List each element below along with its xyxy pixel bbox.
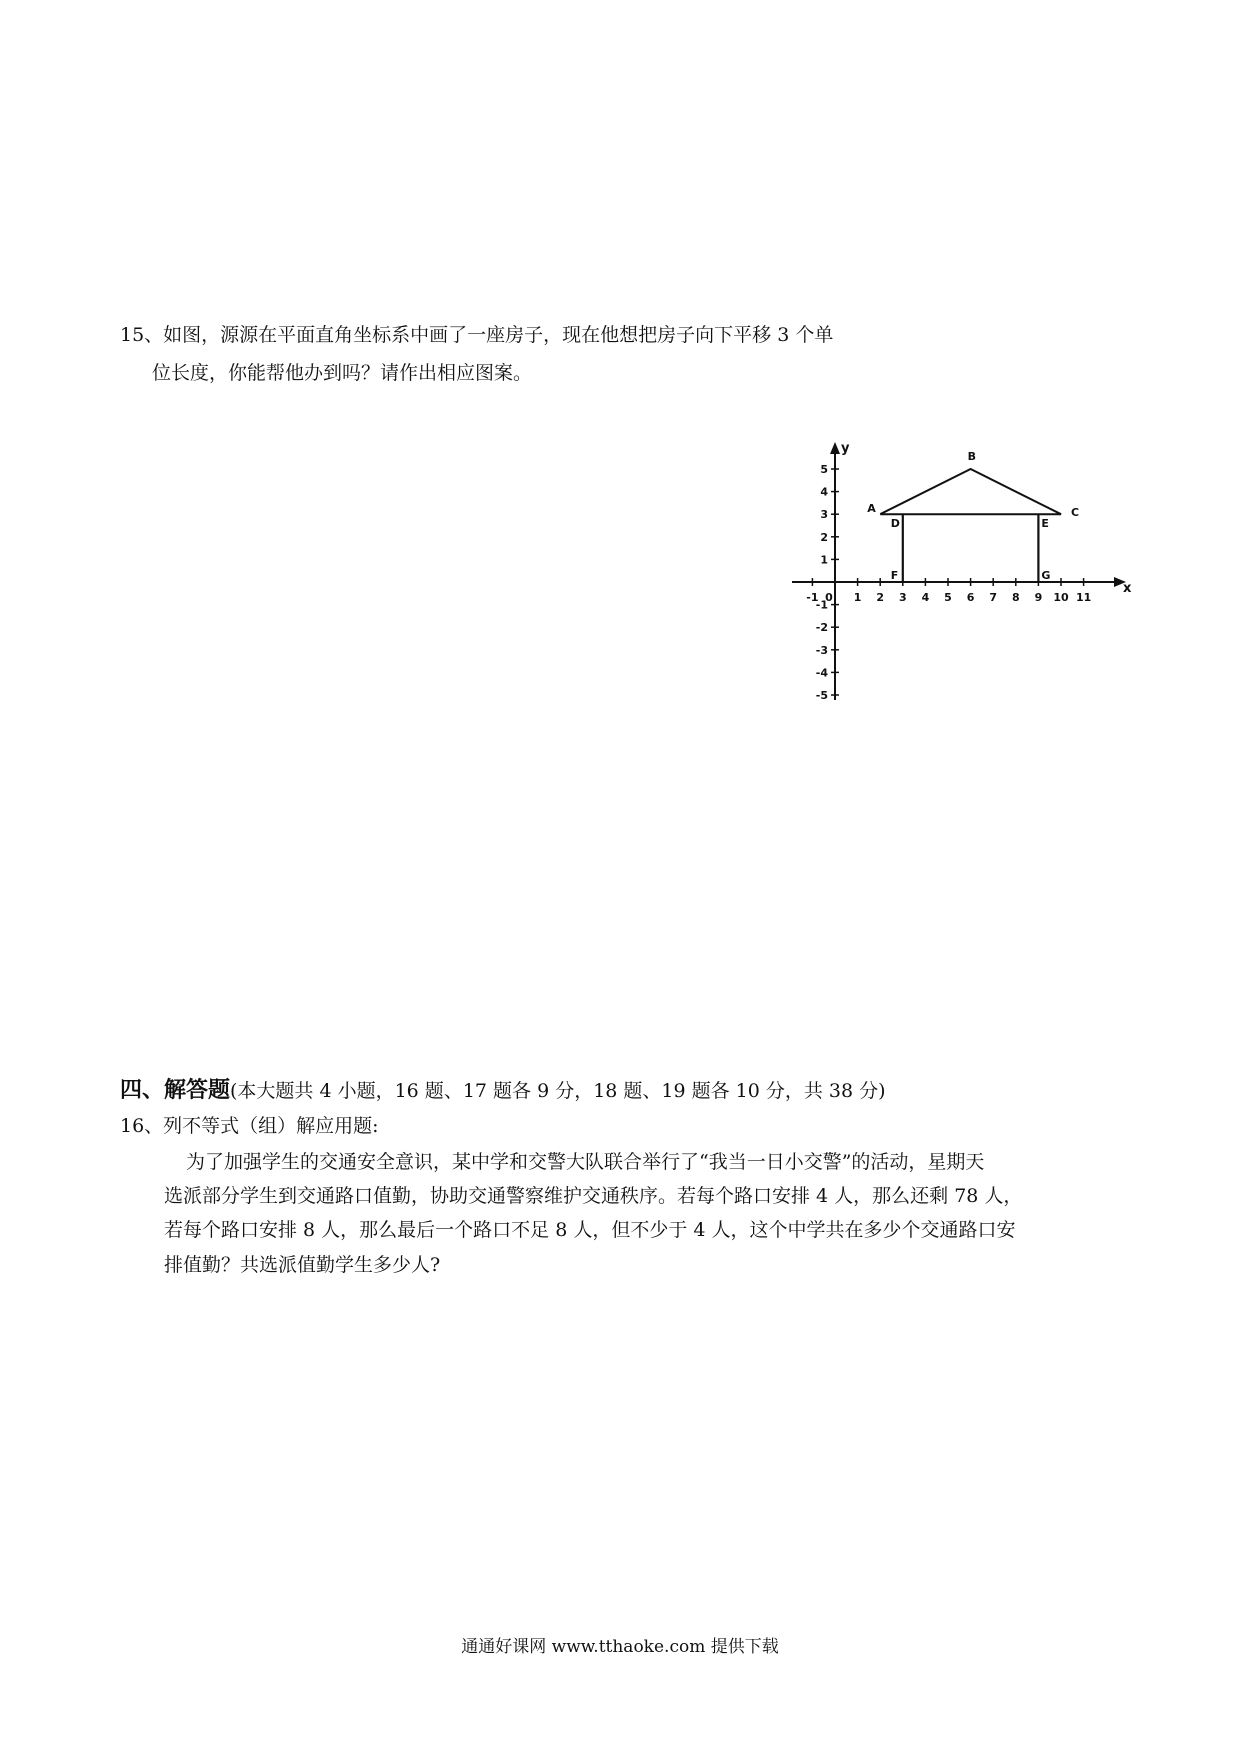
y-tick-label: -1 [815,598,828,612]
q16-body-line-3: 若每个路口安排 8 人，那么最后一个路口不足 8 人，但不少于 4 人，这个中学共在多少个交通路口安 [164,1219,1016,1241]
x-tick-label: 3 [898,591,907,604]
point-label-c: C [1071,506,1080,520]
x-tick-label: 9 [1034,591,1043,604]
y-tick-label: -4 [815,666,828,680]
y-tick-label: 3 [820,508,828,522]
q16-body-line-4: 排值勤？共选派值勤学生多少人? [164,1254,441,1276]
axes [792,441,1132,700]
point-label-a: A [867,502,876,516]
x-tick-label: 4 [921,591,930,604]
q15-line-2: 位长度，你能帮他办到吗？请作出相应图案。 [152,362,533,384]
x-tick-label: 7 [989,591,998,604]
roof-triangle [880,469,1061,514]
x-tick-label: 5 [944,591,952,604]
point-label-d: D [890,517,900,531]
point-label-b: B [967,450,976,463]
x-axis-label: x [1123,581,1132,596]
coordinate-figure [790,438,1140,708]
q15-line-1: 15、如图，源源在平面直角坐标系中画了一座房子，现在他想把房子向下平移 3 个单 [120,324,834,346]
point-label-f: F [890,569,899,582]
section-heading: 四、解答题 [120,1078,231,1103]
x-tick-label: 2 [876,591,885,604]
footer: 通通好课网 www.tthaoke.com 提供下载 [461,1637,779,1657]
x-tick-label: -1 [806,591,819,604]
y-tick-label: -2 [815,621,828,635]
y-tick-label: 4 [820,485,828,499]
section-4-title [120,1078,886,1104]
q16-body-line-2: 选派部分学生到交通路口值勤，协助交通警察维护交通秩序。若每个路口安排 4 人，那么还剩 78 人， [164,1185,1023,1207]
section-note: (本大题共 4 小题，16 题、17 题各 9 分，18 题、19 题各 10 分，共 38 分) [230,1080,886,1102]
y-tick-label: -5 [815,689,828,702]
x-tick-label: 0 [825,591,833,604]
x-tick-label: 1 [853,591,862,604]
y-tick-label: 2 [820,530,828,544]
q16-title: 16、列不等式（组）解应用题: [120,1115,379,1137]
x-tick-label: 10 [1053,591,1069,604]
x-tick-label: 11 [1075,591,1092,604]
house-shape [880,469,1061,582]
y-tick-label: 1 [820,553,828,567]
y-tick-label: -3 [815,643,828,657]
x-tick-label: 6 [966,591,975,604]
point-label-e: E [1041,517,1049,531]
y-tick-label: 5 [820,463,828,476]
y-axis-arrow [830,442,840,454]
point-label-g: G [1041,569,1051,582]
x-tick-label: 8 [1011,591,1020,604]
y-axis-label: y [841,441,850,456]
q16-body-line-1: 为了加强学生的交通安全意识，某中学和交警大队联合举行了“我当一日小交警”的活动，星期天 [186,1151,985,1173]
